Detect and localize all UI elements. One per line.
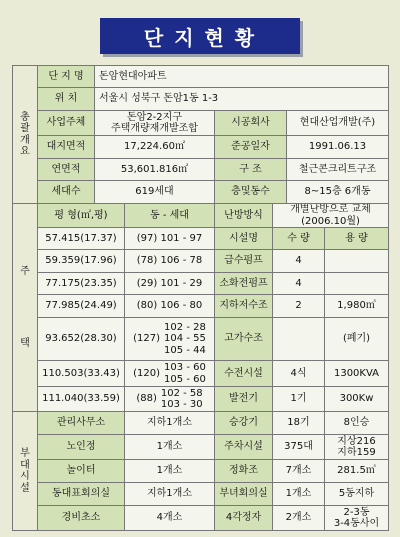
units-cell: (88) 102 - 58 103 - 30 (125, 387, 215, 412)
facility-name: 수전시설 (215, 361, 273, 387)
facility-cap: 1300KVA (325, 361, 389, 387)
amenity-label: 주차시설 (215, 435, 273, 460)
developer-value: 돈암2-2지구 주택개량재개발조합 (95, 111, 215, 136)
housing-table (12, 203, 389, 412)
facility-qty-header: 수 량 (273, 228, 325, 250)
floor-area-value: 53,601.816㎡ (95, 159, 215, 181)
amenity-qty: 2개소 (273, 506, 325, 531)
area-cell: 77.985(24.49) (38, 295, 125, 318)
amenity-cap: 2-3동 3-4동사이 (325, 506, 389, 531)
amenity-value: 지하1개소 (125, 412, 215, 435)
completion-value: 1991.06.13 (287, 136, 389, 159)
amenity-qty: 375대 (273, 435, 325, 460)
site-area-value: 17,224.60㎡ (95, 136, 215, 159)
facility-qty (273, 318, 325, 361)
units-cell: (29) 101 - 29 (125, 273, 215, 295)
units-column-header: 동 - 세대 (125, 204, 215, 228)
facility-qty: 2 (273, 295, 325, 318)
facility-name: 고가수조 (215, 318, 273, 361)
facility-name-header: 시설명 (215, 228, 273, 250)
contractor-value: 현대산업개발(주) (287, 111, 389, 136)
floors-label: 층및동수 (215, 181, 287, 204)
structure-label: 구 조 (215, 159, 287, 181)
complex-name-label: 단 지 명 (38, 66, 95, 88)
area-cell: 93.652(28.30) (38, 318, 125, 361)
units-cell: (127) 102 - 28 104 - 55 105 - 44 (125, 318, 215, 361)
amenity-value: 4개소 (125, 506, 215, 531)
amenity-qty: 7개소 (273, 460, 325, 483)
complex-name-value: 돈암현대아파트 (95, 66, 389, 88)
summary-section-label: 총 괄 개 요 (13, 66, 38, 204)
structure-value: 철근콘크리트구조 (287, 159, 389, 181)
amenity-cap: 8인승 (325, 412, 389, 435)
units-cell: (80) 106 - 80 (125, 295, 215, 318)
facility-cap-header: 용 량 (325, 228, 389, 250)
facility-cap (325, 250, 389, 273)
heating-value: 개별난방으로 교체 (2006.10월) (273, 204, 389, 228)
amenity-cap: 281.5㎥ (325, 460, 389, 483)
amenity-qty: 18기 (273, 412, 325, 435)
units-cell: (120) 103 - 60 105 - 60 (125, 361, 215, 387)
amenities-table (12, 411, 389, 531)
developer-label: 사업주체 (38, 111, 95, 136)
facility-qty: 4 (273, 250, 325, 273)
area-cell: 59.359(17.96) (38, 250, 125, 273)
units-cell: (97) 101 - 97 (125, 228, 215, 250)
area-cell: 57.415(17.37) (38, 228, 125, 250)
facility-cap: 300Kw (325, 387, 389, 412)
amenity-label: 관리사무소 (38, 412, 125, 435)
amenity-label: 승강기 (215, 412, 273, 435)
area-cell: 110.503(33.43) (38, 361, 125, 387)
housing-section-label: 주 택 (13, 204, 38, 412)
area-cell: 111.040(33.59) (38, 387, 125, 412)
facility-qty: 1기 (273, 387, 325, 412)
amenity-cap: 5동지하 (325, 483, 389, 506)
households-label: 세대수 (38, 181, 95, 204)
floor-area-label: 연면적 (38, 159, 95, 181)
amenity-label: 정화조 (215, 460, 273, 483)
facility-name: 소화전펌프 (215, 273, 273, 295)
facility-name: 발전기 (215, 387, 273, 412)
summary-table (12, 65, 389, 204)
completion-label: 준공일자 (215, 136, 287, 159)
amenity-label: 놀이터 (38, 460, 125, 483)
amenity-label: 경비초소 (38, 506, 125, 531)
facility-name: 지하저수조 (215, 295, 273, 318)
facility-qty: 4식 (273, 361, 325, 387)
facility-name: 급수펌프 (215, 250, 273, 273)
area-column-header: 평 형(㎡,평) (38, 204, 125, 228)
site-area-label: 대지면적 (38, 136, 95, 159)
amenity-value: 지하1개소 (125, 483, 215, 506)
contractor-label: 시공회사 (215, 111, 287, 136)
amenity-value: 1개소 (125, 435, 215, 460)
amenity-cap: 지상216 지하159 (325, 435, 389, 460)
page-title: 단 지 현 황 (100, 18, 300, 54)
facility-cap (325, 273, 389, 295)
complex-status-sheet (12, 65, 388, 527)
amenity-label: 부녀회의실 (215, 483, 273, 506)
amenity-label: 노인정 (38, 435, 125, 460)
location-value: 서울시 성북구 돈암1동 1-3 (95, 88, 389, 111)
facility-cap: 1,980㎥ (325, 295, 389, 318)
amenity-value: 1개소 (125, 460, 215, 483)
amenities-section-label: 부 대 시 설 (13, 412, 38, 531)
facility-cap: (폐기) (325, 318, 389, 361)
amenity-label: 동대표회의실 (38, 483, 125, 506)
units-cell: (78) 106 - 78 (125, 250, 215, 273)
amenity-qty: 1개소 (273, 483, 325, 506)
floors-value: 8~15층 6개동 (287, 181, 389, 204)
area-cell: 77.175(23.35) (38, 273, 125, 295)
amenity-label: 4각정자 (215, 506, 273, 531)
facility-qty: 4 (273, 273, 325, 295)
households-value: 619세대 (95, 181, 215, 204)
heating-label: 난방방식 (215, 204, 273, 228)
location-label: 위 치 (38, 88, 95, 111)
